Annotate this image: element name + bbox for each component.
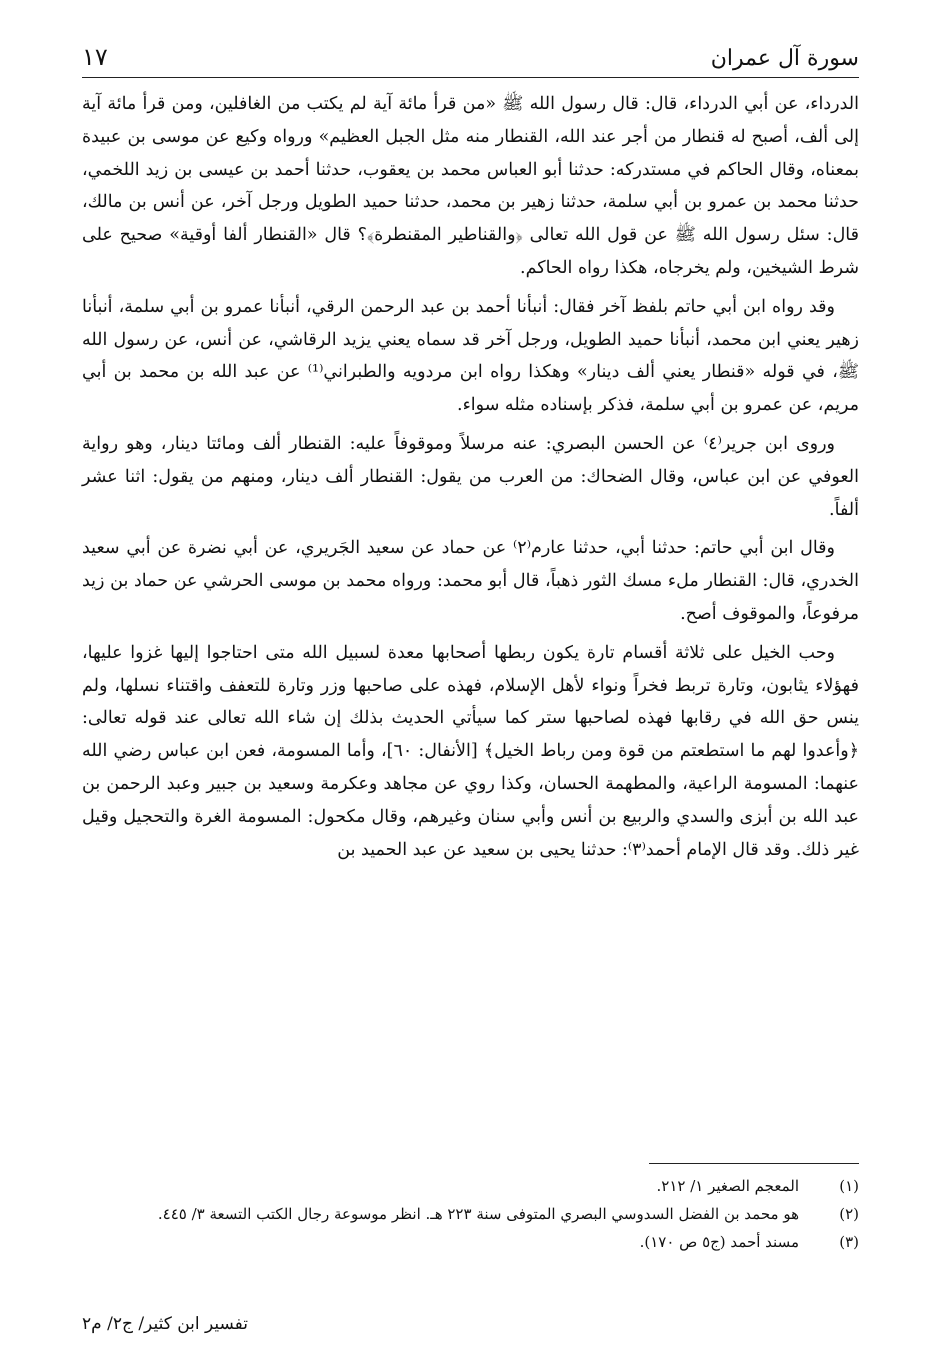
footnote xyxy=(82,1200,859,1228)
page-footer: تفسير ابن كثير/ ج٢/ م٢ xyxy=(82,1314,249,1334)
footnote-number: (٣) xyxy=(839,1233,859,1251)
paragraph: الدرداء، عن أبي الدرداء، قال: قال رسول الله ﷺ «من قرأ مائة آية لم يكتب من الغافلين، ومن قرأ مائة آية إلى ألف، أصبح له قنطار من أجر عند الله، القنطار منه مثل الجبل العظيم» ورواه وكيع عن موسى بن عبيدة بمعناه، وقال الحاكم في مستدركه: حدثنا أبو العباس محمد بن يعقوب، حدثنا أحمد بن عيسى بن زيد اللخمي، حدثنا محمد بن عمرو بن أبي سلمة، حدثنا زهير بن محمد، حدثنا حميد الطويل ورجل آخر، عن أنس بن مالك، قال: سئل رسول الله ﷺ عن قول الله تعالى ﴿والقناطير المقنطرة﴾؟ قال «القنطار ألفا أوقية» صحيح على شرط الشيخين، ولم يخرجاه، هكذا رواه الحاكم. xyxy=(82,94,859,278)
page-number: ١٧ xyxy=(82,43,108,71)
footnote-number: (١) xyxy=(839,1177,859,1195)
footnote-text: المعجم الصغير ١/ ٢١٢. xyxy=(656,1177,799,1195)
paragraph: وقال ابن أبي حاتم: حدثنا أبي، حدثنا عارم⁽٢⁾ عن حماد عن سعيد الجَريري، عن أبي نضرة عن أبي سعيد الخدري، قال: القنطار ملء مسك الثور ذهباً، قال أبو محمد: ورواه محمد بن موسى الحرشي عن حماد بن زيد مرفوعاً، والموقوف أصح. xyxy=(82,538,859,624)
paragraph: وروى ابن جرير⁽٤⁾ عن الحسن البصري: عنه مرسلاً وموقوفاً عليه: القنطار ألف ومائتا دينار، وهو رواية العوفي عن ابن عباس، وقال الضحاك: من العرب من يقول: القنطار ألف دينار، ومنهم من يقول: اثنا عشر ألفاً. xyxy=(82,433,859,520)
footnote xyxy=(82,1228,859,1256)
footnotes xyxy=(82,1172,859,1256)
footnote-text: هو محمد بن الفضل السدوسي البصري المتوفى سنة ٢٢٣ هـ. انظر موسوعة رجال الكتب التسعة ٣/ ٤٤٥. xyxy=(157,1205,799,1223)
footnote xyxy=(82,1172,859,1200)
footnote-text: مسند أحمد (ج٥ ص ١٧٠). xyxy=(639,1233,799,1251)
surah-title: سورة آل عمران xyxy=(710,46,859,71)
paragraph: وقد رواه ابن أبي حاتم بلفظ آخر فقال: أنبأنا أحمد بن عبد الرحمن الرقي، أنبأنا عمرو بن أبي سلمة، أنبأنا زهير يعني ابن محمد، أنبأنا حميد الطويل، ورجل آخر قد سماه يعني يزيد الرقاشي، عن أنس، عن رسول الله ﷺ، في قوله «قنطار يعني ألف دينار» وهكذا رواه ابن مردويه والطبراني⁽¹⁾ عن عبد الله بن محمد بن أبي مريم، عن عمرو بن أبي سلمة، فذكر بإسناده مثله سواء. xyxy=(82,296,859,416)
paragraph: وحب الخيل على ثلاثة أقسام تارة يكون ربطها أصحابها معدة لسبيل الله متى احتاجوا إليها غزوا عليها، فهؤلاء يثابون، وتارة تربط فخراً ونواء لأهل الإسلام، فهذه على صاحبها وزر وتارة للتعفف واقتناء نسلها، ولم ينس حق الله في رقابها فهذه لصاحبها ستر كما سيأتي الحديث بذلك إن شاء الله تعالى عند قوله تعالى: ﴿وأعدوا لهم ما استطعتم من قوة ومن رباط الخيل﴾ [الأنفال: ٦٠]، وأما المسومة، فعن ابن عباس رضي الله عنهما: المسومة الراعية، والمطهمة الحسان، وكذا روي عن مجاهد وعكرمة وسعيد بن جبير وعبد الرحمن بن عبد الله بن أبزى والسدي والربيع بن أنس وأبي سنان وغيرهم، وقال مكحول: المسومة الغرة والتحجيل وقيل غير ذلك. وقد قال الإمام أحمد⁽٣⁾: حدثنا يحيى بن سعيد عن عبد الحميد بن xyxy=(82,642,859,860)
footnote-number: (٢) xyxy=(839,1205,859,1223)
main-text xyxy=(82,88,859,872)
page-header xyxy=(82,38,859,78)
footnote-separator xyxy=(649,1163,859,1164)
